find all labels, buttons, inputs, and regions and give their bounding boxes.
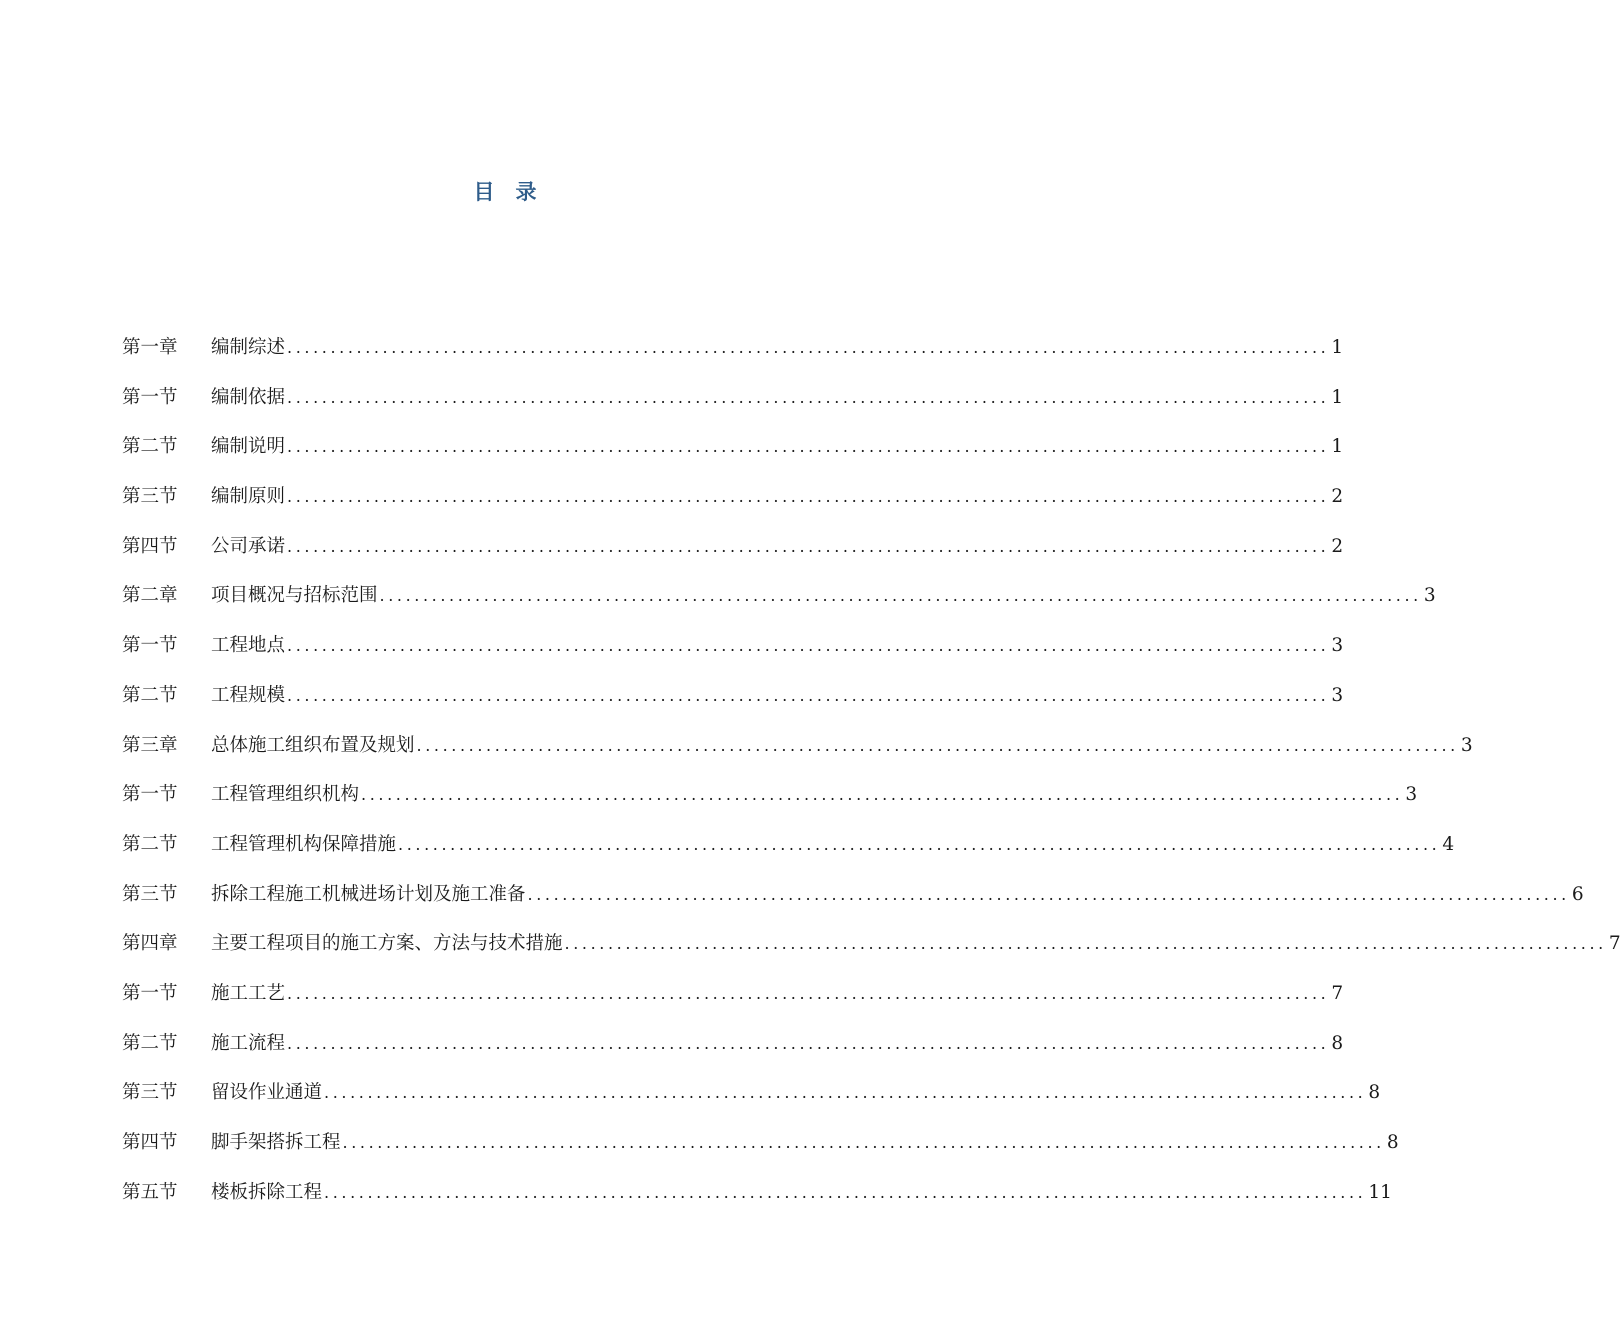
toc-dot-leader: ........................................................................................................................ xyxy=(287,1033,1330,1053)
toc-entry[interactable] xyxy=(122,628,1344,678)
toc-entry-label: 第一节 xyxy=(122,635,178,657)
toc-entry-page-number: 2 xyxy=(1331,486,1344,508)
toc-entry-label: 第四节 xyxy=(122,535,178,557)
toc-dot-leader: ........................................................................................................................ xyxy=(287,685,1330,705)
toc-entry[interactable] xyxy=(122,1075,1381,1125)
toc-entry[interactable] xyxy=(122,380,1344,430)
toc-entry-title: 施工流程 xyxy=(211,1032,286,1054)
toc-entry-page-number: 1 xyxy=(1331,386,1344,408)
toc-dot-leader: ........................................................................................................................ xyxy=(342,1133,1385,1152)
toc-entry-title: 工程管理机构保障措施 xyxy=(211,833,397,855)
toc-entry-label: 第五节 xyxy=(122,1181,178,1203)
toc-entry-label: 第二节 xyxy=(122,1032,178,1054)
toc-dot-leader: ........................................................................................................................ xyxy=(564,934,1607,954)
toc-dot-leader: ........................................................................................................................ xyxy=(324,1083,1367,1103)
toc-entry-title: 拆除工程施工机械进场计划及施工准备 xyxy=(211,883,526,905)
toc-entry-label: 第三节 xyxy=(122,1082,178,1104)
toc-entry[interactable] xyxy=(122,728,1473,778)
toc-entry-page-number: 3 xyxy=(1331,635,1344,657)
toc-entry-title: 项目概况与招标范围 xyxy=(211,585,378,607)
toc-entry-label: 第一章 xyxy=(122,337,178,358)
toc-entry-title: 编制依据 xyxy=(211,386,286,408)
toc-entry-label: 第一节 xyxy=(122,982,178,1004)
toc-entry[interactable] xyxy=(122,1175,1392,1225)
toc-entry[interactable] xyxy=(122,479,1344,529)
toc-entry[interactable] xyxy=(122,678,1344,728)
toc-entry-title: 脚手架搭拆工程 xyxy=(211,1132,341,1153)
toc-entry-page-number: 1 xyxy=(1331,436,1344,458)
toc-entry-title: 编制原则 xyxy=(211,486,286,508)
toc-entry[interactable] xyxy=(122,926,1621,976)
toc-entry-title: 编制说明 xyxy=(211,436,286,458)
toc-entry[interactable] xyxy=(122,1026,1344,1076)
toc-entry-label: 第三节 xyxy=(122,486,178,508)
toc-dot-leader: ........................................................................................................................ xyxy=(416,735,1459,755)
toc-entry-page-number: 8 xyxy=(1331,1032,1344,1054)
toc-entry-title: 主要工程项目的施工方案、方法与技术措施 xyxy=(211,933,563,955)
toc-entry-label: 第二节 xyxy=(122,684,178,706)
toc-entry-label: 第一节 xyxy=(122,784,178,806)
toc-dot-leader: ........................................................................................................................ xyxy=(287,387,1330,407)
toc-dot-leader: ........................................................................................................................ xyxy=(287,536,1330,556)
toc-dot-leader: ........................................................................................................................ xyxy=(287,437,1330,457)
toc-dot-leader: ........................................................................................................................ xyxy=(287,338,1330,357)
toc-entry-label: 第三章 xyxy=(122,734,178,756)
toc-entry-title: 工程管理组织机构 xyxy=(211,784,360,806)
toc-entry[interactable] xyxy=(122,827,1455,877)
toc-entry-title: 编制综述 xyxy=(211,337,286,358)
toc-entry-title: 公司承诺 xyxy=(211,535,286,557)
toc-entry[interactable] xyxy=(122,529,1344,579)
toc-entry-label: 第二节 xyxy=(122,436,178,458)
toc-entry[interactable] xyxy=(122,429,1344,479)
toc-list xyxy=(122,330,1621,1224)
toc-entry[interactable] xyxy=(122,1125,1399,1175)
toc-entry-page-number: 8 xyxy=(1368,1082,1381,1104)
toc-entry-page-number: 1 xyxy=(1331,337,1344,358)
toc-entry-label: 第四章 xyxy=(122,933,178,955)
toc-entry-page-number: 7 xyxy=(1331,982,1344,1004)
toc-entry-page-number: 3 xyxy=(1460,734,1473,756)
toc-dot-leader: ........................................................................................................................ xyxy=(527,884,1570,904)
toc-entry[interactable] xyxy=(122,578,1436,628)
toc-dot-leader: ........................................................................................................................ xyxy=(398,834,1441,854)
toc-entry-title: 施工工艺 xyxy=(211,982,286,1004)
toc-entry-title: 工程地点 xyxy=(211,635,286,657)
toc-dot-leader: ........................................................................................................................ xyxy=(287,487,1330,507)
toc-dot-leader: ........................................................................................................................ xyxy=(324,1182,1367,1202)
toc-entry-page-number: 4 xyxy=(1442,833,1455,855)
toc-entry-page-number: 11 xyxy=(1368,1181,1392,1203)
toc-entry[interactable] xyxy=(122,877,1584,927)
toc-entry-label: 第四节 xyxy=(122,1132,178,1153)
toc-entry-page-number: 2 xyxy=(1331,535,1344,557)
toc-dot-leader: ........................................................................................................................ xyxy=(379,586,1422,606)
toc-entry-label: 第一节 xyxy=(122,386,178,408)
toc-entry-label: 第二节 xyxy=(122,833,178,855)
toc-entry-page-number: 7 xyxy=(1608,933,1621,955)
toc-entry-label: 第二章 xyxy=(122,585,178,607)
toc-dot-leader: ........................................................................................................................ xyxy=(287,636,1330,656)
toc-entry[interactable] xyxy=(122,777,1418,827)
toc-entry-page-number: 6 xyxy=(1571,883,1584,905)
toc-entry-page-number: 3 xyxy=(1405,784,1418,806)
toc-entry[interactable] xyxy=(122,330,1344,380)
toc-entry-page-number: 3 xyxy=(1331,684,1344,706)
toc-entry-page-number: 3 xyxy=(1423,585,1436,607)
toc-dot-leader: ........................................................................................................................ xyxy=(361,785,1404,805)
toc-entry-page-number: 8 xyxy=(1386,1132,1399,1153)
toc-dot-leader: ........................................................................................................................ xyxy=(287,983,1330,1003)
toc-entry-title: 工程规模 xyxy=(211,684,286,706)
toc-title: 目 录 xyxy=(473,179,537,204)
toc-entry[interactable] xyxy=(122,976,1344,1026)
toc-entry-title: 留设作业通道 xyxy=(211,1082,323,1104)
toc-entry-label: 第三节 xyxy=(122,883,178,905)
toc-entry-title: 楼板拆除工程 xyxy=(211,1181,323,1203)
toc-entry-title: 总体施工组织布置及规划 xyxy=(211,734,415,756)
